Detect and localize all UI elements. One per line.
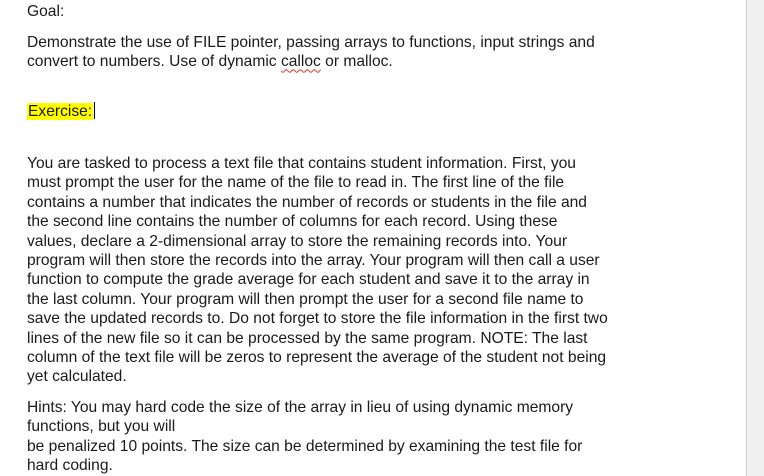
task-line: values, declare a 2-dimensional array to store the remaining records into. Your [27,232,568,250]
task-line: the last column. Your program will then prompt the user for a second file name to [27,290,584,308]
hints-line: hard coding. [27,457,113,475]
task-line: the second line contains the number of columns for each record. Using these [27,213,558,231]
goal-paragraph [27,33,595,72]
task-line: yet calculated. [27,368,127,386]
task-line: program will then store the records into the array. Your program will then call a user [27,252,600,270]
misspelled-word[interactable]: calloc [280,53,321,71]
page-side-gutter [746,0,764,476]
exercise-paragraph [27,102,95,121]
exercise-label: Exercise: [28,103,93,120]
task-line: function to compute the grade average for each student and save it to the array in [27,271,590,289]
task-line: lines of the new file so it can be processed by the same program. NOTE: The last [27,329,588,347]
goal-line-1: Demonstrate the use of FILE pointer, passing arrays to functions, input strings and [27,34,595,51]
text-cursor [94,102,95,119]
task-line: contains a number that indicates the number of records or students in the file and [27,193,587,211]
task-line: You are tasked to process a text file that contains student information. First, you [27,155,576,172]
task-line: must prompt the user for the name of the file to read in. The first line of the file [27,174,565,192]
goal-line-2 [27,52,595,71]
goal-line-2-start: convert to numbers. Use of dynamic [27,53,281,71]
hints-line: functions, but you will [27,418,176,436]
task-paragraph [27,154,608,387]
hints-line: Hints: You may hard code the size of the array in lieu of using dynamic memory [27,399,574,416]
task-line: save the updated records to. Do not forget to store the file information in the first two [27,310,608,328]
hints-paragraph [27,398,582,476]
goal-heading: Goal: [27,3,65,20]
task-line: column of the text file will be zeros to represent the average of the student not being [27,349,607,367]
goal-line-2-end: or malloc. [320,53,393,71]
hints-line: be penalized 10 points. The size can be determined by examining the test file for [27,437,583,455]
